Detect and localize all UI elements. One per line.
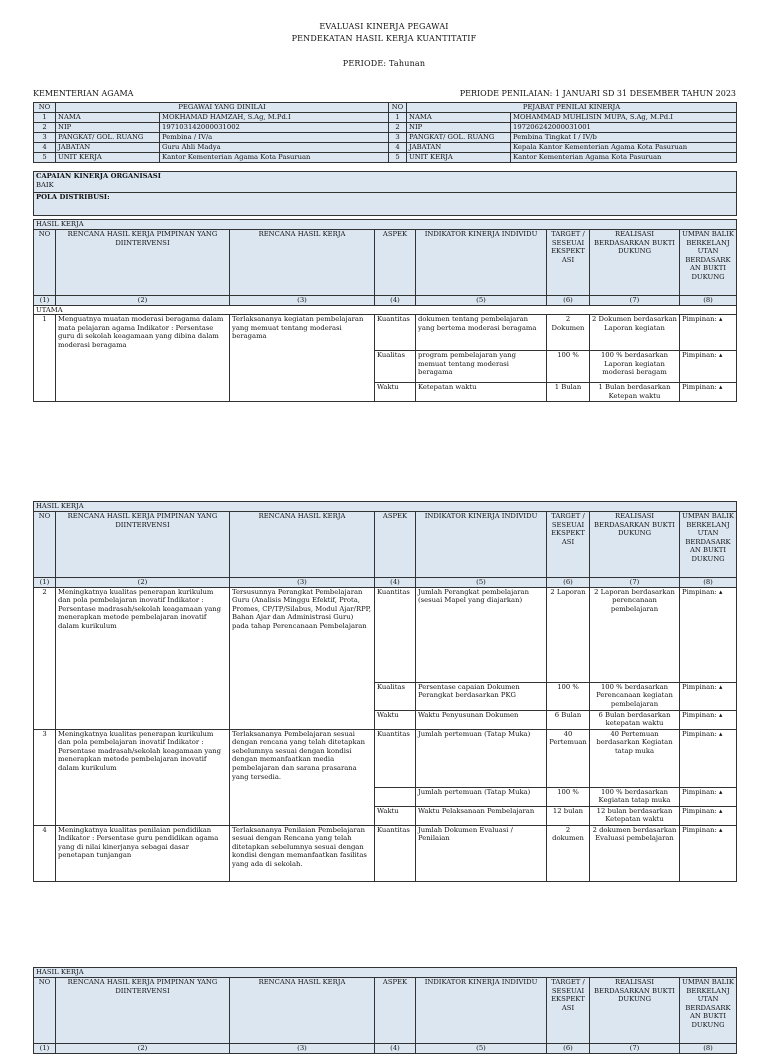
pejabat-value: Kepala Kantor Kementerian Agama Kota Pasuruan [511, 143, 737, 153]
umpan-balik [680, 351, 737, 383]
identity-row [34, 123, 737, 133]
column-number: (6) [547, 578, 590, 588]
table-row [34, 315, 737, 351]
column-number: (2) [56, 296, 230, 306]
feedback-label: Pimpinan: [682, 351, 717, 360]
realisasi: 1 Bulan berdasarkan Ketepan waktu [590, 383, 680, 402]
column-number: (7) [590, 296, 680, 306]
realisasi: 100 % berdasarkan Kegiatan tatap muka [590, 787, 680, 806]
column-number: (2) [56, 1044, 230, 1054]
aspek: Kuantitas [375, 587, 416, 682]
realisasi: 12 bulan berdasarkan Ketepatan waktu [590, 806, 680, 825]
rencana-hasil-kerja: Terlaksananya kegiatan pembelajaran yang memuat tentang moderasi beragama [230, 315, 375, 402]
column-number: (7) [590, 578, 680, 588]
pegawai-value: Kantor Kementerian Agama Kota Pasuruan [160, 153, 389, 163]
column-header: REALISASI BERDASARKAN BUKTI DUKUNG [590, 512, 680, 578]
column-header: INDIKATOR KINERJA INDIVIDU [416, 512, 547, 578]
column-number: (5) [416, 296, 547, 306]
umpan-balik [680, 710, 737, 729]
feedback-label: Pimpinan: [682, 825, 717, 834]
realisasi: 40 Pertemuan berdasarkan Kegiatan tatap muka [590, 729, 680, 787]
column-number: (6) [547, 296, 590, 306]
column-header: TARGET / SESEUAI EKSPEKT ASI [547, 512, 590, 578]
dropdown-arrow-icon[interactable]: ▴ [716, 806, 723, 815]
row-no: 1 [389, 113, 407, 123]
indikator: dokumen tentang pembelajaran yang bertema moderasi beragama [416, 315, 547, 351]
pejabat-value: Kantor Kementerian Agama Kota Pasuruan [511, 153, 737, 163]
target: 12 bulan [547, 806, 590, 825]
indikator: Ketepatan waktu [416, 383, 547, 402]
row-label: JABATAN [56, 143, 160, 153]
table-row [34, 729, 737, 787]
column-number: (4) [375, 1044, 416, 1054]
umpan-balik [680, 315, 737, 351]
row-no: 5 [34, 153, 56, 163]
dropdown-arrow-icon[interactable]: ▴ [716, 710, 723, 719]
target: 40 Pertemuan [547, 729, 590, 787]
col-pejabat: PEJABAT PENILAI KINERJA [407, 103, 737, 113]
target: 2 Dokumen [547, 315, 590, 351]
periode-label: PERIODE: Tahunan [342, 59, 426, 68]
rencana-pimpinan: Meningkatnya kualitas penilaian pendidikan Indikator : Persentase guru pendidikan agama yang di nilai kinerjanya sebagai dasar penetapan tunjangan [56, 825, 230, 881]
umpan-balik [680, 587, 737, 682]
hasil-kerja-table-1 [33, 219, 737, 402]
aspek: Kuantitas [375, 729, 416, 787]
feedback-label: Pimpinan: [682, 587, 717, 596]
pejabat-value: Pembina Tingkat I / IV/b [511, 133, 737, 143]
target: 6 Bulan [547, 710, 590, 729]
header-line [33, 89, 736, 98]
feedback-label: Pimpinan: [682, 729, 717, 738]
aspek: Kualitas [375, 682, 416, 710]
target: 1 Bulan [547, 383, 590, 402]
column-header: UMPAN BALIK BERKELANJ UTAN BERDASARK AN BUKTI DUKUNG [680, 512, 737, 578]
indikator: Jumlah pertemuan (Tatap Muka) [416, 787, 547, 806]
umpan-balik [680, 682, 737, 710]
row-no: 5 [389, 153, 407, 163]
target: 100 % [547, 787, 590, 806]
column-number: (5) [416, 578, 547, 588]
table-row [34, 587, 737, 682]
feedback-label: Pimpinan: [682, 806, 717, 815]
umpan-balik [680, 806, 737, 825]
dropdown-arrow-icon[interactable]: ▴ [716, 729, 723, 738]
row-label: NIP [407, 123, 511, 133]
rencana-pimpinan: Meningkatnya kualitas penerapan kurikulum dan pola pembelajaran inovatif Indikator : Persentase madrasah/sekolah keagamaan yang menerapkan metode pembelajaran inovatif dalam kurikulum [56, 729, 230, 825]
pejabat-value: 197206242000031001 [511, 123, 737, 133]
feedback-label: Pimpinan: [682, 315, 717, 324]
dropdown-arrow-icon[interactable]: ▴ [716, 682, 723, 691]
column-header: RENCANA HASIL KERJA [230, 512, 375, 578]
column-header: INDIKATOR KINERJA INDIVIDU [416, 230, 547, 296]
pegawai-value: 197103142000031002 [160, 123, 389, 133]
umpan-balik [680, 729, 737, 787]
rencana-hasil-kerja: Tersusunnya Perangkat Pembelajaran Guru (Analisis Minggu Efektif, Prota, Promes, CP/TP/Silabus, Modul Ajar/RPP, Bahan Ajar dan Administrasi Guru) pada tahap Perencanaan Pembelajaran [230, 587, 375, 729]
hasil-kerja-label: HASIL KERJA [34, 220, 737, 230]
indikator: program pembelajaran yang memuat tentang moderasi beragama [416, 351, 547, 383]
column-header: RENCANA HASIL KERJA PIMPINAN YANG DIINTERVENSI [56, 978, 230, 1044]
item-no: 2 [34, 587, 56, 729]
column-number: (3) [230, 578, 375, 588]
row-no: 4 [34, 143, 56, 153]
capaian-table [33, 171, 737, 216]
column-number: (6) [547, 1044, 590, 1054]
rencana-pimpinan: Menguatnya muatan moderasi beragama dalam mata pelajaran agama Indikator : Persentase guru di sekolah keagamaan yang dibina dalam moderasi beragama [56, 315, 230, 402]
realisasi: 100 % berdasarkan Perencanaan kegiatan pembelajaran [590, 682, 680, 710]
row-no: 1 [34, 113, 56, 123]
column-header: NO [34, 512, 56, 578]
identity-row [34, 133, 737, 143]
col-pegawai: PEGAWAI YANG DINILAI [56, 103, 389, 113]
document-subtitle: PENDEKATAN HASIL KERJA KUANTITATIF [291, 34, 477, 43]
column-number: (7) [590, 1044, 680, 1054]
col-no: NO [389, 103, 407, 113]
column-number: (4) [375, 296, 416, 306]
hasil-kerja-table-3 [33, 967, 737, 1054]
dropdown-arrow-icon[interactable]: ▴ [716, 315, 723, 324]
indikator: Jumlah pertemuan (Tatap Muka) [416, 729, 547, 787]
rencana-hasil-kerja: Terlaksananya Penilaian Pembelajaran sesuai dengan Rencana yang telah ditetapkan sebelumnya sesuai dengan kondisi dengan memanfaatkan fasilitas yang ada di sekolah. [230, 825, 375, 881]
column-header: TARGET / SESEUAI EKSPEKT ASI [547, 230, 590, 296]
column-header: UMPAN BALIK BERKELANJ UTAN BERDASARK AN BUKTI DUKUNG [680, 230, 737, 296]
target: 100 % [547, 351, 590, 383]
column-number: (1) [34, 296, 56, 306]
column-number: (4) [375, 578, 416, 588]
realisasi: 6 Bulan berdasarkan ketepatan waktu [590, 710, 680, 729]
feedback-label: Pimpinan: [682, 383, 717, 392]
column-number: (8) [680, 296, 737, 306]
umpan-balik [680, 825, 737, 881]
dropdown-arrow-icon[interactable]: ▴ [716, 587, 723, 596]
realisasi: 2 Dokumen berdasarkan Laporan kegiatan [590, 315, 680, 351]
row-no: 3 [34, 133, 56, 143]
column-number: (1) [34, 578, 56, 588]
item-no: 4 [34, 825, 56, 881]
column-header: RENCANA HASIL KERJA [230, 978, 375, 1044]
identity-row [34, 113, 737, 123]
umpan-balik [680, 383, 737, 402]
row-no: 2 [389, 123, 407, 133]
column-header: RENCANA HASIL KERJA [230, 230, 375, 296]
column-header: UMPAN BALIK BERKELANJ UTAN BERDASARK AN BUKTI DUKUNG [680, 978, 737, 1044]
realisasi: 2 Laporan berdasarkan perencanaan pembelajaran [590, 587, 680, 682]
hasil-kerja-table-2 [33, 501, 737, 882]
table-row [34, 825, 737, 881]
column-number: (1) [34, 1044, 56, 1054]
column-header: REALISASI BERDASARKAN BUKTI DUKUNG [590, 978, 680, 1044]
column-number: (3) [230, 296, 375, 306]
item-no: 1 [34, 315, 56, 402]
column-header: NO [34, 978, 56, 1044]
column-number: (2) [56, 578, 230, 588]
column-header: TARGET / SESEUAI EKSPEKT ASI [547, 978, 590, 1044]
capaian-cell [34, 172, 737, 193]
column-number: (5) [416, 1044, 547, 1054]
column-number: (8) [680, 578, 737, 588]
row-no: 2 [34, 123, 56, 133]
pola-distribusi-label: POLA DISTRIBUSI: [34, 193, 737, 216]
identity-row [34, 143, 737, 153]
hasil-kerja-label: HASIL KERJA [34, 968, 737, 978]
identity-table [33, 102, 737, 163]
column-header: RENCANA HASIL KERJA PIMPINAN YANG DIINTERVENSI [56, 512, 230, 578]
dropdown-arrow-icon[interactable]: ▴ [716, 825, 723, 834]
target: 2 dokumen [547, 825, 590, 881]
aspek [375, 787, 416, 806]
aspek: Kualitas [375, 351, 416, 383]
row-label: NAMA [407, 113, 511, 123]
feedback-label: Pimpinan: [682, 787, 717, 796]
aspek: Waktu [375, 710, 416, 729]
periode-penilaian-label: PERIODE PENILAIAN: 1 JANUARI SD 31 DESEMBER TAHUN 2023 [459, 89, 736, 98]
column-header: ASPEK [375, 978, 416, 1044]
capaian-value: BAIK [36, 180, 54, 189]
indikator: Jumlah Perangkat pembelajaran (sesuai Mapel yang diajarkan) [416, 587, 547, 682]
pegawai-value: Guru Ahli Madya [160, 143, 389, 153]
realisasi: 100 % berdasarkan Laporan kegiatan moderasi beragam [590, 351, 680, 383]
row-label: JABATAN [407, 143, 511, 153]
indikator: Persentase capaian Dokumen Perangkat berdasarkan PKG [416, 682, 547, 710]
indikator: Jumlah Dokumen Evaluasi / Penilaian [416, 825, 547, 881]
realisasi: 2 dokumen berdasarkan Evaluasi pembelajaran [590, 825, 680, 881]
column-header: ASPEK [375, 230, 416, 296]
rencana-pimpinan: Meningkatnya kualitas penerapan kurikulum dan pola pembelajaran inovatif Indikator : Persentase madrasah/sekolah keagamaan yang menerapkan metode pembelajaran inovatif dalam kurikulum [56, 587, 230, 729]
column-number: (8) [680, 1044, 737, 1054]
rencana-hasil-kerja: Terlaksananya Pembelajaran sesuai dengan rencana yang telah ditetapkan sebelumnya sesuai dengan kondisi dengan memanfaatkan media pembelajaran dan sarana prasarana yang tersedia. [230, 729, 375, 825]
row-label: NAMA [56, 113, 160, 123]
column-number: (3) [230, 1044, 375, 1054]
dropdown-arrow-icon[interactable]: ▴ [716, 787, 723, 796]
col-no: NO [34, 103, 56, 113]
identity-row [34, 153, 737, 163]
row-label: UNIT KERJA [56, 153, 160, 163]
feedback-label: Pimpinan: [682, 710, 717, 719]
row-no: 4 [389, 143, 407, 153]
target: 100 % [547, 682, 590, 710]
row-label: UNIT KERJA [407, 153, 511, 163]
row-label: PANGKAT/ GOL. RUANG [56, 133, 160, 143]
column-header: REALISASI BERDASARKAN BUKTI DUKUNG [590, 230, 680, 296]
pejabat-value: MOHAMMAD MUHLISIN MUPA, S.Ag, M.Pd.I [511, 113, 737, 123]
capaian-label: CAPAIAN KINERJA ORGANISASI [36, 172, 161, 180]
item-no: 3 [34, 729, 56, 825]
indikator: Waktu Penyusunan Dokumen [416, 710, 547, 729]
hasil-kerja-label: HASIL KERJA [34, 502, 737, 512]
document-title: EVALUASI KINERJA PEGAWAI [319, 22, 449, 31]
target: 2 Laporan [547, 587, 590, 682]
instansi-label: KEMENTERIAN AGAMA [33, 89, 134, 98]
aspek: Waktu [375, 806, 416, 825]
dropdown-arrow-icon[interactable]: ▴ [716, 351, 723, 360]
column-header: ASPEK [375, 512, 416, 578]
column-header: NO [34, 230, 56, 296]
aspek: Waktu [375, 383, 416, 402]
row-label: PANGKAT/ GOL. RUANG [407, 133, 511, 143]
pegawai-value: Pembina / IV/a [160, 133, 389, 143]
row-no: 3 [389, 133, 407, 143]
umpan-balik [680, 787, 737, 806]
pegawai-value: MOKHAMAD HAMZAH, S.Ag, M.Pd.I [160, 113, 389, 123]
dropdown-arrow-icon[interactable]: ▴ [716, 383, 723, 392]
column-header: RENCANA HASIL KERJA PIMPINAN YANG DIINTERVENSI [56, 230, 230, 296]
aspek: Kuantitas [375, 825, 416, 881]
feedback-label: Pimpinan: [682, 682, 717, 691]
column-header: INDIKATOR KINERJA INDIVIDU [416, 978, 547, 1044]
row-label: NIP [56, 123, 160, 133]
utama-label: UTAMA [34, 305, 737, 315]
indikator: Waktu Pelaksanaan Pembelajaran [416, 806, 547, 825]
aspek: Kuantitas [375, 315, 416, 351]
